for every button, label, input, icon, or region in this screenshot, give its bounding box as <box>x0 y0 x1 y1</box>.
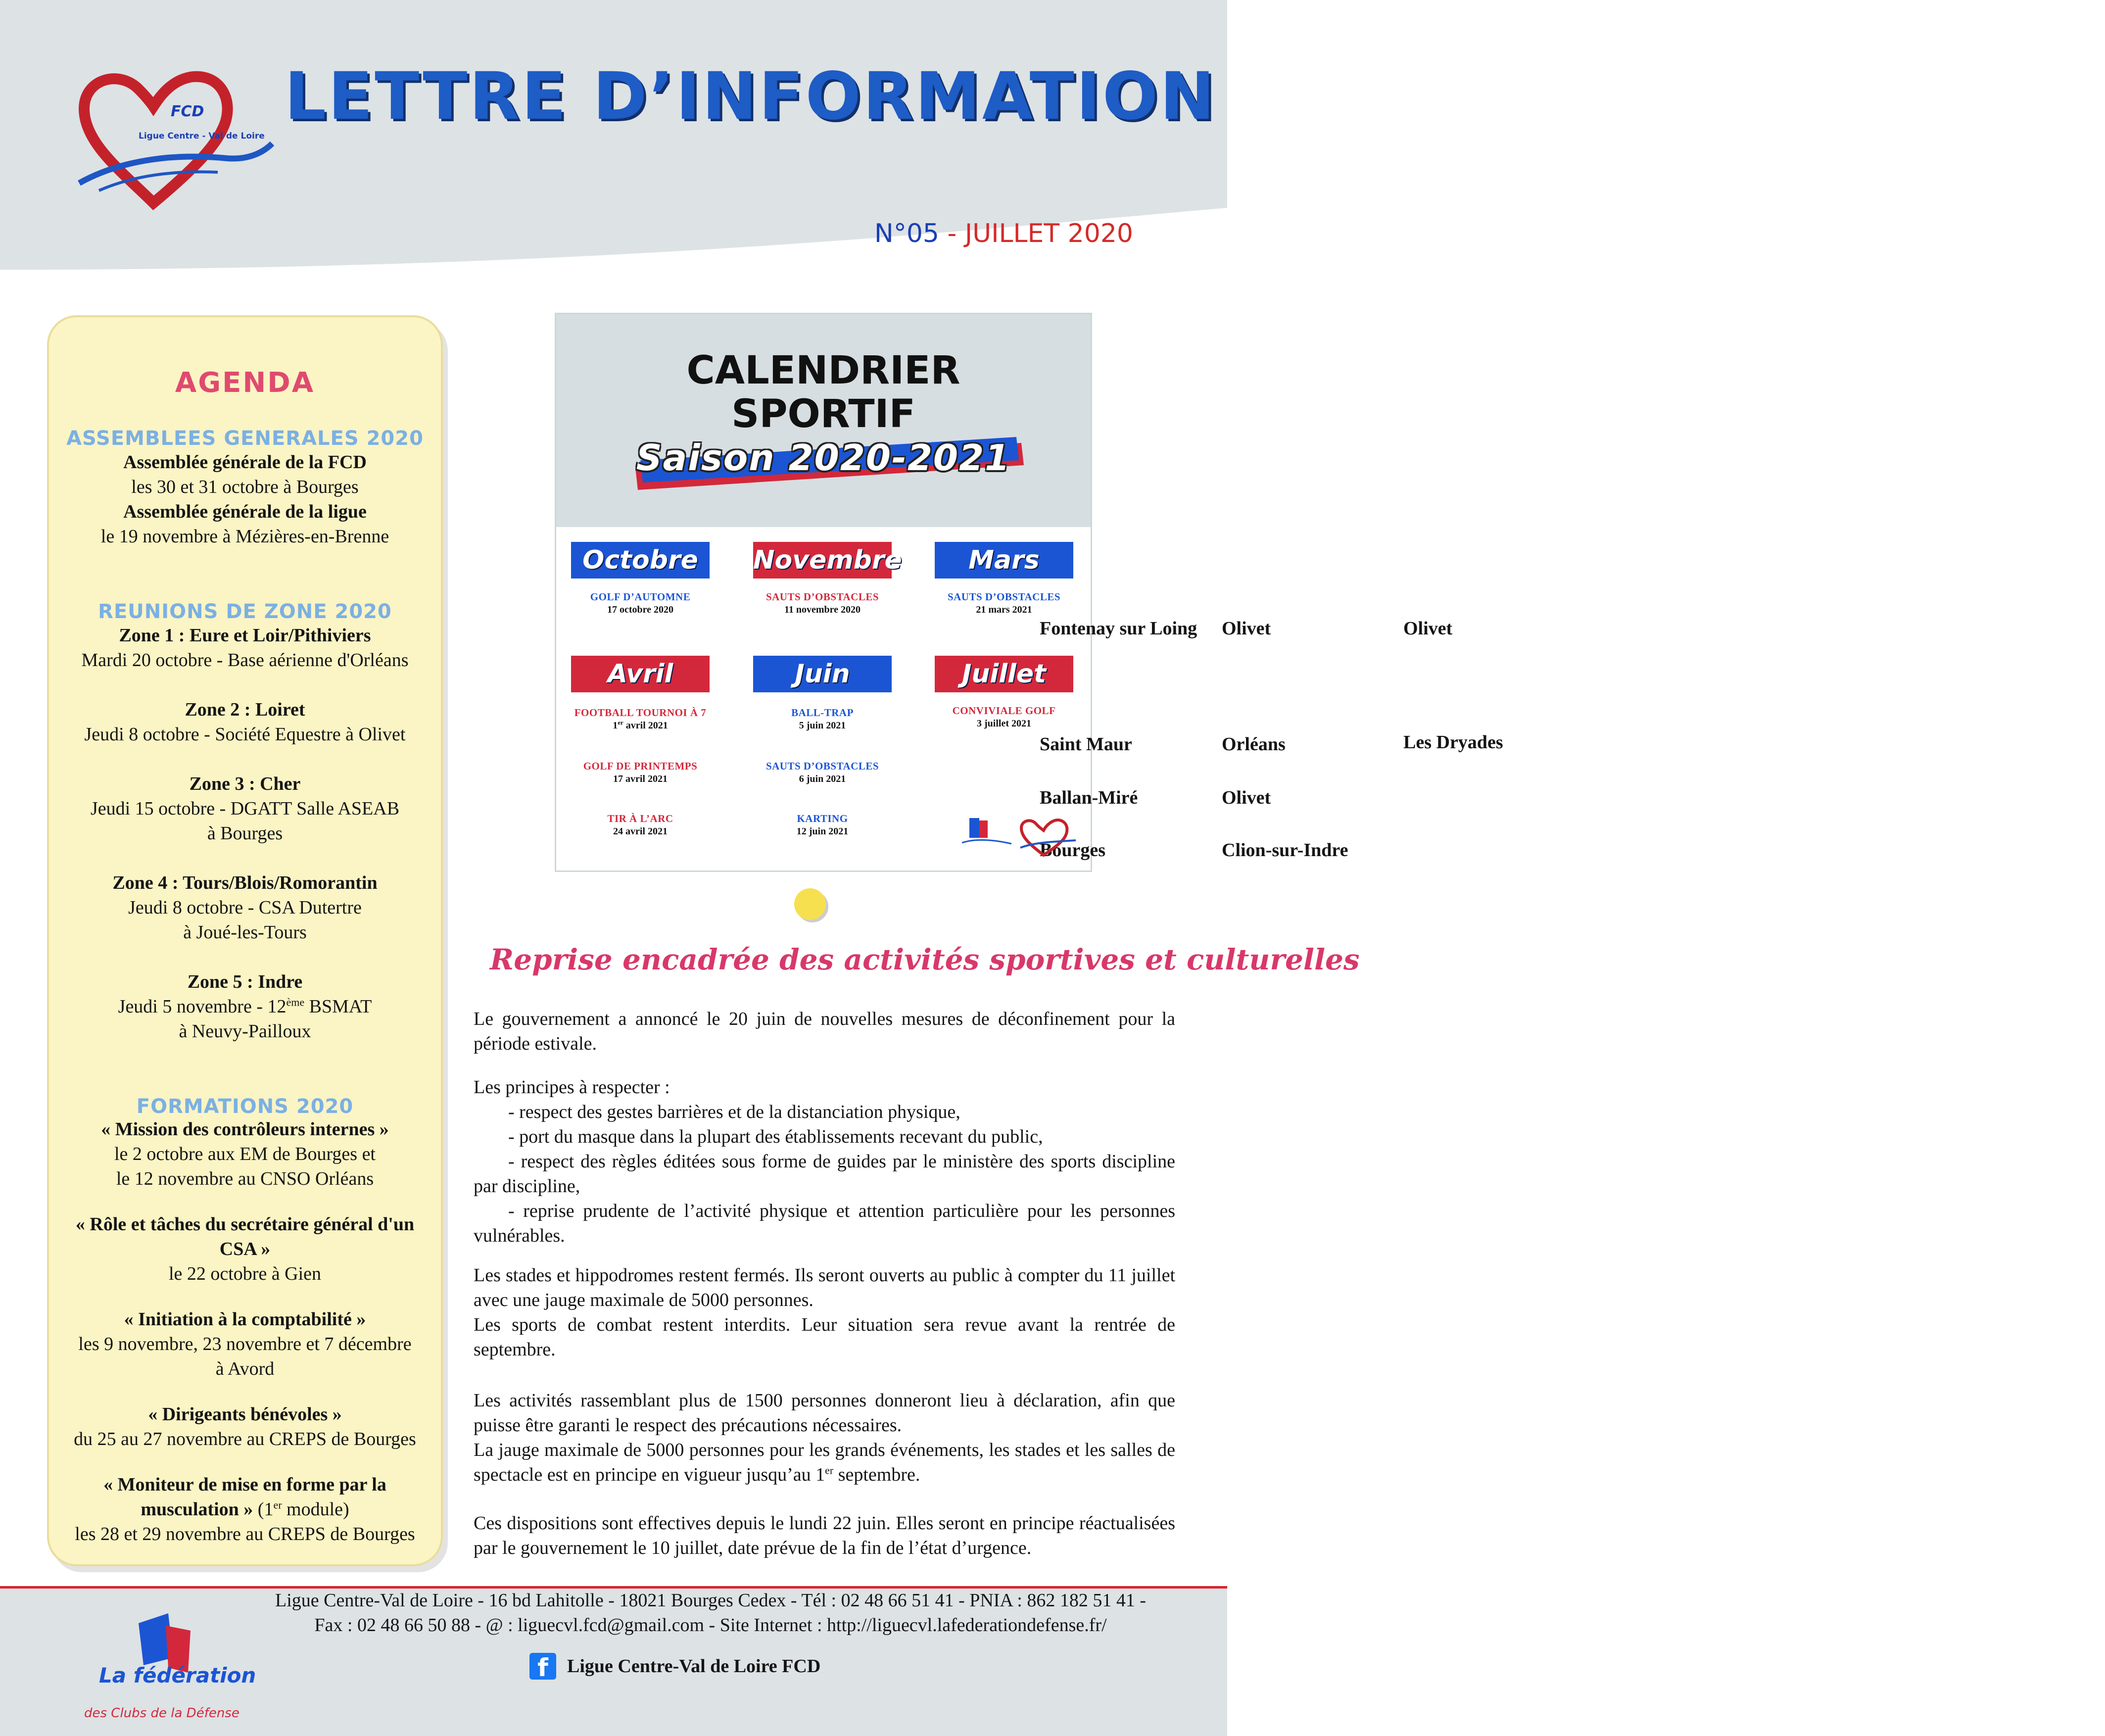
event-date: 5 juin 2021 <box>799 720 846 731</box>
event-date: 12 juin 2021 <box>796 826 849 837</box>
agenda-section-assemblies: ASSEMBLEES GENERALES 2020 <box>66 427 424 450</box>
agenda-formations <box>59 1117 431 1546</box>
event-name: FOOTBALL TOURNOI À 7 <box>574 707 707 719</box>
principle-item-text: - respect des règles éditées sous forme de guides par le ministère des sports discipline par discipline, <box>474 1151 1175 1197</box>
month-october: Octobre <box>571 542 710 579</box>
event-date <box>566 719 715 732</box>
article-paragraph: Ces dispositions sont effectives depuis le lundi 22 juin. Elles seront en principe réactualisées par le gouvernement le 10 juillet, date prévue de la fin de l’état d’urgence. <box>474 1513 1175 1558</box>
agenda-section-formations: FORMATIONS 2020 <box>136 1095 354 1118</box>
issue-separator: - <box>947 219 957 248</box>
event-place: Olivet <box>1403 618 1453 639</box>
sports-calendar-poster <box>555 313 1503 872</box>
formation-name: « Mission des contrôleurs internes » <box>101 1119 389 1140</box>
event-place: Les Dryades <box>1403 732 1503 753</box>
zone-name: Zone 2 : Loiret <box>185 699 305 720</box>
formation-extra: module) <box>282 1499 349 1520</box>
agenda-section-zones: REUNIONS DE ZONE 2020 <box>98 600 392 623</box>
zone-name: Zone 5 : Indre <box>187 971 303 992</box>
zone-when-text: BSMAT <box>304 996 372 1017</box>
newsletter-title: LETTRE D’INFORMATION <box>285 58 1217 135</box>
event-name: GOLF DE PRINTEMPS <box>583 760 698 772</box>
event-place: Ballan-Miré <box>1040 787 1138 808</box>
agenda-panel <box>47 315 443 1566</box>
principles-intro: Les principes à respecter : <box>474 1077 670 1098</box>
zone-when-text: Jeudi 5 novembre - 12 <box>118 996 287 1017</box>
article-title: Reprise encadrée des activités sportives et culturelles <box>490 943 1360 976</box>
footer-contact-line-2: Fax : 02 48 66 50 88 - @ : liguecvl.fcd@gmail.com - Site Internet : http://liguecvl.lafederationdefense.fr/ <box>314 1615 1107 1636</box>
event-date: 11 novembre 2020 <box>784 604 861 615</box>
formation-name: musculation » <box>141 1499 253 1520</box>
zone-when: Jeudi 8 octobre - Société Equestre à Olivet <box>84 724 406 745</box>
svg-text:FCD: FCD <box>171 103 204 120</box>
article-sentence: Les stades et hippodromes restent fermés. Ils seront ouverts au public à compter du 11 juillet avec une jauge maximale de 5000 personnes. <box>474 1265 1175 1310</box>
agenda-item-when: les 30 et 31 octobre à Bourges <box>131 477 359 497</box>
header <box>0 0 1227 307</box>
article-sentence-text: La jauge maximale de 5000 personnes pour les grands événements, les stades et les salles de spectacle est en principe en vigueur jusqu’au 1 <box>474 1440 1175 1485</box>
article-sentence-sup: er <box>825 1464 834 1477</box>
month-november: Novembre <box>753 542 892 579</box>
agenda-zones <box>59 623 431 1044</box>
issue-label <box>874 219 1133 248</box>
agenda-item-when: le 19 novembre à Mézières-en-Brenne <box>100 526 389 547</box>
event-date: 17 octobre 2020 <box>607 604 674 615</box>
formation-extra: (1 <box>253 1499 274 1520</box>
formation-name: « Initiation à la comptabilité » <box>124 1309 366 1330</box>
zone-when-sup: ème <box>286 996 305 1009</box>
formation-when: du 25 au 27 novembre au CREPS de Bourges <box>74 1429 416 1449</box>
event-name: CONVIVIALE GOLF <box>952 705 1056 717</box>
principle-item-text: - reprise prudente de l’activité physique et attention particulière pour les personnes vulnérables. <box>474 1201 1175 1246</box>
facebook-label[interactable]: Ligue Centre-Val de Loire FCD <box>567 1656 821 1677</box>
event-date: 21 mars 2021 <box>976 604 1032 615</box>
month-june: Juin <box>753 656 892 692</box>
formation-when: les 28 et 29 novembre au CREPS de Bourges <box>75 1524 415 1544</box>
event-place: Bourges <box>1040 840 1105 861</box>
federation-logo <box>74 1603 256 1727</box>
zone-when <box>59 994 431 1019</box>
event-place: Olivet <box>1222 787 1271 808</box>
formation-name: CSA » <box>219 1239 271 1259</box>
calendar-title-line: CALENDRIER <box>686 348 960 393</box>
facebook-icon[interactable]: f <box>529 1653 556 1680</box>
agenda-assemblies <box>59 450 431 549</box>
month-march: Mars <box>935 542 1073 579</box>
svg-text:des Clubs de la Défense: des Clubs de la Défense <box>84 1706 239 1721</box>
svg-text:Ligue Centre - Val de Loire: Ligue Centre - Val de Loire <box>139 131 265 141</box>
event-place: Clion-sur-Indre <box>1222 840 1348 861</box>
article-sentence: Les sports de combat restent interdits. Leur situation sera revue avant la rentrée de septembre. <box>474 1314 1175 1360</box>
event-place: Fontenay sur Loing <box>1040 618 1197 639</box>
issue-date: JUILLET 2020 <box>964 219 1133 248</box>
article-sentence: Les activités rassemblant plus de 1500 personnes donneront lieu à déclaration, afin que puisse être garanti le respect des précautions nécessaires. <box>474 1390 1175 1436</box>
formation-name: « Moniteur de mise en forme par la <box>103 1474 386 1495</box>
event-date-text: 1 <box>613 720 618 731</box>
event-date: 3 juillet 2021 <box>977 718 1031 729</box>
event-name: GOLF D’AUTOMNE <box>590 591 691 603</box>
event-place: Olivet <box>1222 618 1271 639</box>
event-name: KARTING <box>797 813 848 824</box>
event-name: SAUTS D’OBSTACLES <box>765 591 879 603</box>
agenda-item-name: Assemblée générale de la ligue <box>123 501 367 522</box>
league-logo <box>64 59 282 208</box>
formation-when: le 2 octobre aux EM de Bourges et <box>114 1144 376 1164</box>
event-name: SAUTS D’OBSTACLES <box>947 591 1061 603</box>
calendar-title-line: SPORTIF <box>731 392 915 436</box>
yellow-bullet-dot <box>794 888 826 920</box>
event-name: SAUTS D’OBSTACLES <box>765 760 879 772</box>
event-date: 6 juin 2021 <box>799 773 846 784</box>
issue-number: N°05 <box>874 219 939 248</box>
article-paragraph <box>474 1388 1175 1487</box>
zone-name: Zone 4 : Tours/Blois/Romorantin <box>112 872 378 893</box>
zone-when: à Joué-les-Tours <box>183 922 307 943</box>
event-date: 17 avril 2021 <box>613 773 668 784</box>
zone-when: Jeudi 8 octobre - CSA Dutertre <box>128 897 362 918</box>
event-name: TIR À L’ARC <box>607 813 673 824</box>
agenda-item-name: Assemblée générale de la FCD <box>123 452 367 473</box>
calendar-logos <box>957 813 1081 858</box>
article-paragraph <box>474 1263 1175 1362</box>
calendar-title <box>556 349 1091 436</box>
formation-when: à Avord <box>215 1358 275 1379</box>
formation-name: « Dirigeants bénévoles » <box>148 1404 342 1425</box>
formation-when: le 12 novembre au CNSO Orléans <box>116 1168 374 1189</box>
event-date-text: avril 2021 <box>623 720 668 731</box>
zone-name: Zone 1 : Eure et Loir/Pithiviers <box>119 625 371 646</box>
formation-when: les 9 novembre, 23 novembre et 7 décembre <box>78 1334 412 1354</box>
event-date: 24 avril 2021 <box>613 826 668 837</box>
zone-when: Jeudi 15 octobre - DGATT Salle ASEAB <box>90 798 400 819</box>
principle-item <box>474 1199 1175 1248</box>
event-name: BALL-TRAP <box>791 707 854 719</box>
month-april: Avril <box>571 656 710 692</box>
principle-item: - respect des gestes barrières et de la distanciation physique, <box>508 1102 960 1122</box>
article-paragraph: Le gouvernement a annoncé le 20 juin de nouvelles mesures de déconfinement pour la période estivale. <box>474 1009 1175 1054</box>
formation-when: le 22 octobre à Gien <box>168 1263 322 1284</box>
principle-item <box>474 1149 1175 1199</box>
event-place: Orléans <box>1222 734 1286 755</box>
season-label: Saison 2020-2021 <box>636 437 1011 479</box>
event-place: Saint Maur <box>1040 734 1132 755</box>
agenda-title: AGENDA <box>175 367 315 399</box>
article-sentence-text: septembre. <box>833 1464 920 1485</box>
formation-name: « Rôle et tâches du secrétaire général d'un <box>75 1214 415 1235</box>
event-date-sup: er <box>618 719 623 726</box>
footer-contact-line-1: Ligue Centre-Val de Loire - 16 bd Lahitolle - 18021 Bourges Cedex - Tél : 02 48 66 51 41 - PNIA : 862 182 51 41 - <box>275 1590 1147 1611</box>
zone-when: Mardi 20 octobre - Base aérienne d'Orléans <box>81 650 409 671</box>
month-july: Juillet <box>935 656 1073 692</box>
svg-text:La fédération: La fédération <box>99 1663 256 1688</box>
zone-name: Zone 3 : Cher <box>189 773 301 794</box>
facebook-link[interactable] <box>529 1653 820 1680</box>
formation-extra-sup: er <box>273 1498 282 1511</box>
zone-when: à Neuvy-Pailloux <box>179 1021 311 1042</box>
article-principles <box>474 1075 1175 1248</box>
principle-item: - port du masque dans la plupart des établissements recevant du public, <box>508 1126 1043 1147</box>
article-sentence <box>474 1438 1175 1487</box>
zone-when: à Bourges <box>207 823 283 844</box>
